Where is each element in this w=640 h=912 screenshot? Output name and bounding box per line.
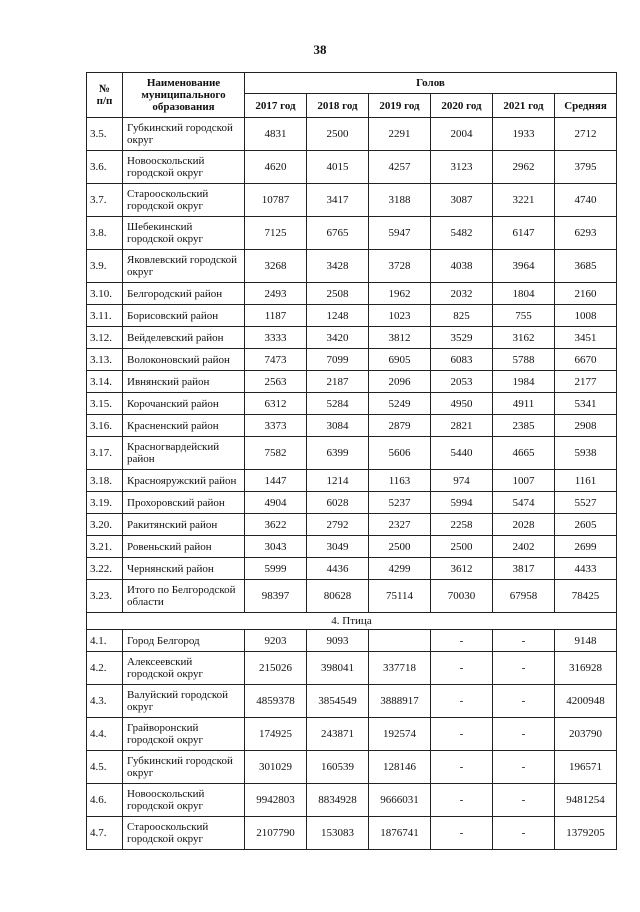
row-value: 2160: [555, 283, 617, 305]
row-name: Белгородский район: [123, 283, 245, 305]
row-value: 4831: [245, 118, 307, 151]
table-row: [87, 217, 617, 250]
row-index: 3.5.: [87, 118, 123, 151]
row-value: 8834928: [307, 784, 369, 817]
row-index: 3.20.: [87, 514, 123, 536]
table-row: [87, 536, 617, 558]
row-value: 5482: [431, 217, 493, 250]
row-value: -: [431, 718, 493, 751]
row-value: 2177: [555, 371, 617, 393]
row-value: 153083: [307, 817, 369, 850]
row-value: 2096: [369, 371, 431, 393]
row-value: 5527: [555, 492, 617, 514]
header-index: № п/п: [87, 73, 123, 118]
row-value: 174925: [245, 718, 307, 751]
table-row: [87, 415, 617, 437]
row-value: 6028: [307, 492, 369, 514]
row-value: -: [431, 685, 493, 718]
row-value: 3964: [493, 250, 555, 283]
row-index: 4.5.: [87, 751, 123, 784]
table-row: [87, 118, 617, 151]
row-value: 5994: [431, 492, 493, 514]
row-index: 3.18.: [87, 470, 123, 492]
table-row: [87, 817, 617, 850]
row-index: 4.3.: [87, 685, 123, 718]
row-value: 3795: [555, 151, 617, 184]
table-row: [87, 718, 617, 751]
row-value: 3812: [369, 327, 431, 349]
row-index: 3.19.: [87, 492, 123, 514]
row-value: 243871: [307, 718, 369, 751]
row-value: 3622: [245, 514, 307, 536]
row-value: 3043: [245, 536, 307, 558]
row-value: 4299: [369, 558, 431, 580]
row-value: 3817: [493, 558, 555, 580]
row-value: -: [493, 652, 555, 685]
row-index: 3.16.: [87, 415, 123, 437]
row-value: 2004: [431, 118, 493, 151]
row-name: Шебекинский городской округ: [123, 217, 245, 250]
row-value: 4859378: [245, 685, 307, 718]
row-value: 1023: [369, 305, 431, 327]
row-value: 3420: [307, 327, 369, 349]
table-row: [87, 349, 617, 371]
row-value: 1248: [307, 305, 369, 327]
row-value: 9148: [555, 630, 617, 652]
header-year: 2020 год: [431, 94, 493, 118]
row-name: Валуйский городской округ: [123, 685, 245, 718]
row-value: 2508: [307, 283, 369, 305]
row-index: 4.7.: [87, 817, 123, 850]
row-value: 1876741: [369, 817, 431, 850]
table-header: [87, 73, 617, 118]
row-value: 4257: [369, 151, 431, 184]
table-row: [87, 685, 617, 718]
row-value: 4200948: [555, 685, 617, 718]
table-row: [87, 305, 617, 327]
row-value: 316928: [555, 652, 617, 685]
row-value: 1962: [369, 283, 431, 305]
row-value: 3373: [245, 415, 307, 437]
row-value: 398041: [307, 652, 369, 685]
row-value: 5474: [493, 492, 555, 514]
data-table: [86, 72, 617, 850]
row-value: -: [431, 630, 493, 652]
row-value: 4015: [307, 151, 369, 184]
row-name: Ивнянский район: [123, 371, 245, 393]
row-value: 1447: [245, 470, 307, 492]
row-name: Новооскольский городской округ: [123, 784, 245, 817]
row-value: -: [431, 652, 493, 685]
row-value: 75114: [369, 580, 431, 613]
header-year: 2018 год: [307, 94, 369, 118]
row-value: 1804: [493, 283, 555, 305]
row-value: 4620: [245, 151, 307, 184]
row-value: 3087: [431, 184, 493, 217]
row-value: 1933: [493, 118, 555, 151]
row-value: 5440: [431, 437, 493, 470]
row-value: 9203: [245, 630, 307, 652]
row-value: 4665: [493, 437, 555, 470]
row-value: 3268: [245, 250, 307, 283]
row-value: 67958: [493, 580, 555, 613]
row-value: 5947: [369, 217, 431, 250]
table-row: [87, 558, 617, 580]
table-row: [87, 751, 617, 784]
row-value: 2258: [431, 514, 493, 536]
row-value: 1008: [555, 305, 617, 327]
row-value: 5341: [555, 393, 617, 415]
row-value: 2053: [431, 371, 493, 393]
row-value: 5788: [493, 349, 555, 371]
row-value: 203790: [555, 718, 617, 751]
row-name: Волоконовский район: [123, 349, 245, 371]
row-value: 78425: [555, 580, 617, 613]
table-row: [87, 652, 617, 685]
row-value: 3084: [307, 415, 369, 437]
row-index: 3.21.: [87, 536, 123, 558]
section-row: [87, 613, 617, 630]
row-value: 5249: [369, 393, 431, 415]
row-value: [369, 630, 431, 652]
row-name: Красногвардейский район: [123, 437, 245, 470]
row-value: 2107790: [245, 817, 307, 850]
row-value: 6399: [307, 437, 369, 470]
row-value: 4911: [493, 393, 555, 415]
row-value: -: [431, 817, 493, 850]
table-row: [87, 437, 617, 470]
row-name: Губкинский городской округ: [123, 751, 245, 784]
header-year: 2021 год: [493, 94, 555, 118]
row-value: 2500: [307, 118, 369, 151]
row-value: 3123: [431, 151, 493, 184]
table-row: [87, 151, 617, 184]
table-row: [87, 470, 617, 492]
row-value: 9093: [307, 630, 369, 652]
row-value: 3529: [431, 327, 493, 349]
row-name: Старооскольский городской округ: [123, 817, 245, 850]
row-value: 2821: [431, 415, 493, 437]
row-value: 4740: [555, 184, 617, 217]
row-value: -: [493, 685, 555, 718]
row-value: 5999: [245, 558, 307, 580]
row-value: 2402: [493, 536, 555, 558]
row-value: 3417: [307, 184, 369, 217]
row-index: 4.6.: [87, 784, 123, 817]
header-year: 2019 год: [369, 94, 431, 118]
row-value: 5938: [555, 437, 617, 470]
row-index: 3.12.: [87, 327, 123, 349]
row-index: 4.4.: [87, 718, 123, 751]
row-name: Новооскольский городской округ: [123, 151, 245, 184]
row-value: 2563: [245, 371, 307, 393]
row-value: 98397: [245, 580, 307, 613]
row-name: Красненский район: [123, 415, 245, 437]
row-value: 9666031: [369, 784, 431, 817]
row-value: 3854549: [307, 685, 369, 718]
row-name: Итого по Белгородской области: [123, 580, 245, 613]
page-number: 38: [313, 42, 327, 57]
row-value: 6293: [555, 217, 617, 250]
table-row: [87, 784, 617, 817]
row-value: 160539: [307, 751, 369, 784]
row-value: 3685: [555, 250, 617, 283]
row-value: 2493: [245, 283, 307, 305]
row-index: 4.1.: [87, 630, 123, 652]
row-value: 3188: [369, 184, 431, 217]
row-value: 755: [493, 305, 555, 327]
table-row: [87, 580, 617, 613]
row-value: 3162: [493, 327, 555, 349]
row-value: 2908: [555, 415, 617, 437]
row-value: 5237: [369, 492, 431, 514]
row-value: 6147: [493, 217, 555, 250]
row-value: 192574: [369, 718, 431, 751]
table-row: [87, 327, 617, 349]
row-value: 1379205: [555, 817, 617, 850]
row-value: 4038: [431, 250, 493, 283]
row-value: -: [431, 784, 493, 817]
row-value: 2879: [369, 415, 431, 437]
section-title: 4. Птица: [87, 613, 617, 630]
row-value: 3612: [431, 558, 493, 580]
row-value: -: [431, 751, 493, 784]
row-index: 3.14.: [87, 371, 123, 393]
row-value: -: [493, 751, 555, 784]
row-value: 2028: [493, 514, 555, 536]
row-index: 3.7.: [87, 184, 123, 217]
row-value: 2699: [555, 536, 617, 558]
row-value: 2032: [431, 283, 493, 305]
row-value: 1161: [555, 470, 617, 492]
row-value: 2187: [307, 371, 369, 393]
table-row: [87, 283, 617, 305]
row-value: 2327: [369, 514, 431, 536]
row-value: 5606: [369, 437, 431, 470]
row-value: 5284: [307, 393, 369, 415]
row-value: 3333: [245, 327, 307, 349]
table-row: [87, 371, 617, 393]
header-group: Голов: [245, 73, 617, 94]
row-value: 6765: [307, 217, 369, 250]
row-value: 80628: [307, 580, 369, 613]
row-value: 7473: [245, 349, 307, 371]
row-index: 3.23.: [87, 580, 123, 613]
table-row: [87, 184, 617, 217]
row-index: 3.9.: [87, 250, 123, 283]
row-value: 9481254: [555, 784, 617, 817]
row-value: 3888917: [369, 685, 431, 718]
row-value: 2500: [369, 536, 431, 558]
row-name: Краснояружский район: [123, 470, 245, 492]
row-index: 3.22.: [87, 558, 123, 580]
row-value: 1214: [307, 470, 369, 492]
row-value: 4436: [307, 558, 369, 580]
row-value: 1187: [245, 305, 307, 327]
row-name: Яковлевский городской округ: [123, 250, 245, 283]
row-value: 3428: [307, 250, 369, 283]
row-value: 2385: [493, 415, 555, 437]
header-year: 2017 год: [245, 94, 307, 118]
row-value: 9942803: [245, 784, 307, 817]
row-value: 7582: [245, 437, 307, 470]
row-name: Чернянский район: [123, 558, 245, 580]
row-index: 4.2.: [87, 652, 123, 685]
row-value: 6670: [555, 349, 617, 371]
row-name: Корочанский район: [123, 393, 245, 415]
row-value: 301029: [245, 751, 307, 784]
row-value: -: [493, 817, 555, 850]
row-value: -: [493, 630, 555, 652]
row-value: 825: [431, 305, 493, 327]
row-value: 3451: [555, 327, 617, 349]
row-index: 3.10.: [87, 283, 123, 305]
row-value: 128146: [369, 751, 431, 784]
row-index: 3.15.: [87, 393, 123, 415]
row-value: 2712: [555, 118, 617, 151]
table-row: [87, 630, 617, 652]
row-name: Борисовский район: [123, 305, 245, 327]
row-value: 2500: [431, 536, 493, 558]
row-value: 7099: [307, 349, 369, 371]
table-body: [87, 118, 617, 850]
row-value: 6312: [245, 393, 307, 415]
row-index: 3.8.: [87, 217, 123, 250]
row-value: 196571: [555, 751, 617, 784]
row-value: 10787: [245, 184, 307, 217]
table-row: [87, 492, 617, 514]
row-value: 3049: [307, 536, 369, 558]
table-row: [87, 514, 617, 536]
row-name: Город Белгород: [123, 630, 245, 652]
row-value: 4433: [555, 558, 617, 580]
row-value: 2792: [307, 514, 369, 536]
row-name: Ракитянский район: [123, 514, 245, 536]
row-name: Вейделевский район: [123, 327, 245, 349]
header-average: Средняя: [555, 94, 617, 118]
row-name: Старооскольский городской округ: [123, 184, 245, 217]
row-value: -: [493, 718, 555, 751]
row-value: 2605: [555, 514, 617, 536]
row-index: 3.17.: [87, 437, 123, 470]
row-value: 7125: [245, 217, 307, 250]
row-value: 1984: [493, 371, 555, 393]
row-name: Губкинский городской округ: [123, 118, 245, 151]
header-name: Наименование муниципального образования: [123, 73, 245, 118]
row-value: 3728: [369, 250, 431, 283]
row-value: 6905: [369, 349, 431, 371]
row-value: 6083: [431, 349, 493, 371]
row-index: 3.13.: [87, 349, 123, 371]
row-index: 3.6.: [87, 151, 123, 184]
table-row: [87, 393, 617, 415]
row-name: Алексеевский городской округ: [123, 652, 245, 685]
row-value: 1163: [369, 470, 431, 492]
row-value: 4904: [245, 492, 307, 514]
row-value: 337718: [369, 652, 431, 685]
table-row: [87, 250, 617, 283]
row-index: 3.11.: [87, 305, 123, 327]
row-value: 1007: [493, 470, 555, 492]
row-value: 4950: [431, 393, 493, 415]
row-value: 974: [431, 470, 493, 492]
row-name: Прохоровский район: [123, 492, 245, 514]
row-name: Грайворонский городской округ: [123, 718, 245, 751]
row-value: 215026: [245, 652, 307, 685]
row-value: 3221: [493, 184, 555, 217]
row-value: -: [493, 784, 555, 817]
row-value: 2962: [493, 151, 555, 184]
row-value: 70030: [431, 580, 493, 613]
row-value: 2291: [369, 118, 431, 151]
row-name: Ровеньский район: [123, 536, 245, 558]
